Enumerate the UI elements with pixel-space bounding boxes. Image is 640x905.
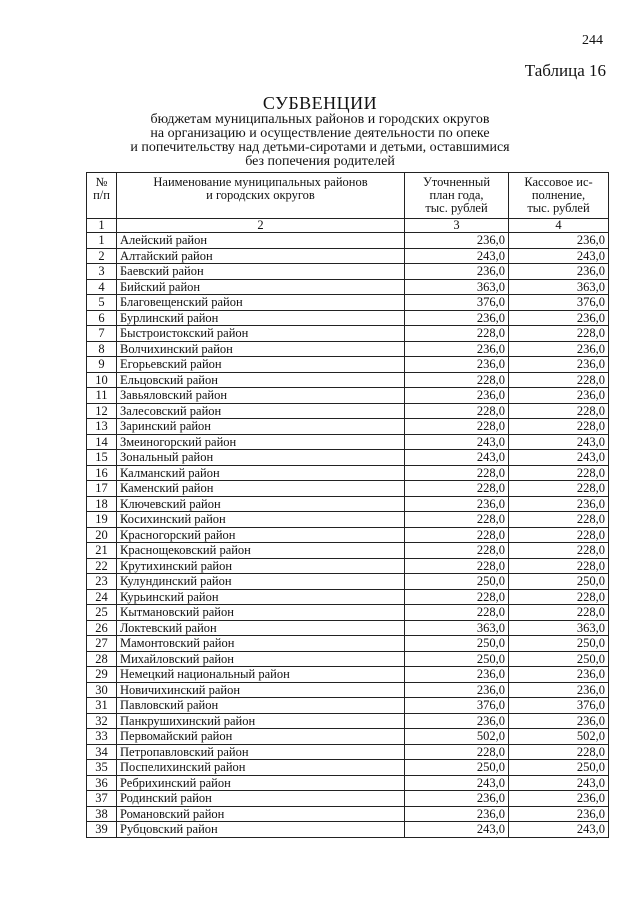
district-name: Кытмановский район (117, 605, 405, 621)
plan-value: 228,0 (405, 326, 509, 342)
cash-value: 243,0 (509, 450, 609, 466)
row-number: 23 (87, 574, 117, 590)
row-number: 35 (87, 760, 117, 776)
row-number: 2 (87, 248, 117, 264)
district-name: Мамонтовский район (117, 636, 405, 652)
row-number: 37 (87, 791, 117, 807)
row-number: 27 (87, 636, 117, 652)
row-number: 13 (87, 419, 117, 435)
plan-value: 250,0 (405, 636, 509, 652)
plan-value: 228,0 (405, 372, 509, 388)
document-title: СУБВЕНЦИИ (262, 93, 378, 113)
district-name: Ельцовский район (117, 372, 405, 388)
plan-value: 228,0 (405, 558, 509, 574)
district-name: Бийский район (117, 279, 405, 295)
table-row (87, 310, 609, 326)
district-name: Краснощековский район (117, 543, 405, 559)
table-row (87, 667, 609, 683)
row-number: 38 (87, 806, 117, 822)
plan-value: 243,0 (405, 248, 509, 264)
table-row (87, 620, 609, 636)
table-row (87, 574, 609, 590)
district-name: Петропавловский район (117, 744, 405, 760)
document-subtitle (80, 113, 560, 169)
cash-value: 228,0 (509, 543, 609, 559)
row-number: 34 (87, 744, 117, 760)
table-row (87, 543, 609, 559)
plan-value: 236,0 (405, 682, 509, 698)
plan-value: 236,0 (405, 713, 509, 729)
table-row (87, 775, 609, 791)
district-name: Михайловский район (117, 651, 405, 667)
header-row (87, 173, 609, 219)
header-cash: Кассовое ис- полнение, тыс. рублей (509, 173, 609, 219)
cash-value: 236,0 (509, 496, 609, 512)
district-name: Быстроистокский район (117, 326, 405, 342)
cash-value: 243,0 (509, 434, 609, 450)
cash-value: 228,0 (509, 481, 609, 497)
plan-value: 243,0 (405, 822, 509, 838)
cash-value: 243,0 (509, 775, 609, 791)
column-index: 4 (509, 219, 609, 233)
table-row (87, 713, 609, 729)
cash-value: 228,0 (509, 589, 609, 605)
table-label: Таблица 16 (524, 61, 606, 80)
table-row (87, 791, 609, 807)
plan-value: 243,0 (405, 434, 509, 450)
table-row (87, 682, 609, 698)
district-name: Егорьевский район (117, 357, 405, 373)
table-row (87, 636, 609, 652)
subtitle-line: на организацию и осуществление деятельности по опеке (150, 126, 490, 141)
row-number: 6 (87, 310, 117, 326)
district-name: Калманский район (117, 465, 405, 481)
row-number: 30 (87, 682, 117, 698)
cash-value: 228,0 (509, 372, 609, 388)
district-name: Волчихинский район (117, 341, 405, 357)
cash-value: 250,0 (509, 651, 609, 667)
plan-value: 250,0 (405, 651, 509, 667)
row-number: 16 (87, 465, 117, 481)
district-name: Крутихинский район (117, 558, 405, 574)
table-row (87, 822, 609, 838)
cash-value: 228,0 (509, 527, 609, 543)
row-number: 11 (87, 388, 117, 404)
cash-value: 228,0 (509, 512, 609, 528)
row-number: 32 (87, 713, 117, 729)
plan-value: 228,0 (405, 419, 509, 435)
table-row (87, 295, 609, 311)
page-number: 244 (582, 33, 603, 48)
plan-value: 236,0 (405, 388, 509, 404)
district-name: Заринский район (117, 419, 405, 435)
row-number: 20 (87, 527, 117, 543)
table-row (87, 434, 609, 450)
cash-value: 228,0 (509, 605, 609, 621)
cash-value: 250,0 (509, 636, 609, 652)
cash-value: 228,0 (509, 403, 609, 419)
district-name: Баевский район (117, 264, 405, 280)
table-row (87, 605, 609, 621)
row-number: 7 (87, 326, 117, 342)
cash-value: 236,0 (509, 791, 609, 807)
plan-value: 363,0 (405, 279, 509, 295)
table-row (87, 264, 609, 280)
plan-value: 228,0 (405, 744, 509, 760)
district-name: Завьяловский район (117, 388, 405, 404)
header-plan: Уточненный план года, тыс. рублей (405, 173, 509, 219)
column-index: 2 (117, 219, 405, 233)
plan-value: 236,0 (405, 264, 509, 280)
cash-value: 236,0 (509, 341, 609, 357)
cash-value: 236,0 (509, 357, 609, 373)
row-number: 9 (87, 357, 117, 373)
plan-value: 250,0 (405, 574, 509, 590)
cash-value: 236,0 (509, 713, 609, 729)
plan-value: 376,0 (405, 295, 509, 311)
column-index: 3 (405, 219, 509, 233)
plan-value: 228,0 (405, 589, 509, 605)
district-name: Первомайский район (117, 729, 405, 745)
district-name: Красногорский район (117, 527, 405, 543)
table-row (87, 481, 609, 497)
plan-value: 376,0 (405, 698, 509, 714)
plan-value: 236,0 (405, 791, 509, 807)
district-name: Павловский район (117, 698, 405, 714)
row-number: 8 (87, 341, 117, 357)
plan-value: 228,0 (405, 605, 509, 621)
cash-value: 250,0 (509, 574, 609, 590)
district-name: Залесовский район (117, 403, 405, 419)
table-row (87, 651, 609, 667)
row-number: 18 (87, 496, 117, 512)
cash-value: 236,0 (509, 233, 609, 249)
table-row (87, 527, 609, 543)
plan-value: 228,0 (405, 527, 509, 543)
district-name: Рубцовский район (117, 822, 405, 838)
cash-value: 228,0 (509, 558, 609, 574)
plan-value: 236,0 (405, 667, 509, 683)
header-num: № п/п (87, 173, 117, 219)
district-name: Ребрихинский район (117, 775, 405, 791)
table-row (87, 388, 609, 404)
cash-value: 376,0 (509, 698, 609, 714)
table-row (87, 419, 609, 435)
district-name: Поспелихинский район (117, 760, 405, 776)
table-row (87, 403, 609, 419)
row-number: 19 (87, 512, 117, 528)
row-number: 26 (87, 620, 117, 636)
district-name: Каменский район (117, 481, 405, 497)
row-number: 29 (87, 667, 117, 683)
table-row (87, 279, 609, 295)
table-row (87, 589, 609, 605)
row-number: 12 (87, 403, 117, 419)
district-name: Зональный район (117, 450, 405, 466)
plan-value: 243,0 (405, 775, 509, 791)
district-name: Новичихинский район (117, 682, 405, 698)
table-row (87, 729, 609, 745)
cash-value: 236,0 (509, 310, 609, 326)
cash-value: 363,0 (509, 279, 609, 295)
row-number: 4 (87, 279, 117, 295)
table-row (87, 450, 609, 466)
row-number: 25 (87, 605, 117, 621)
cash-value: 363,0 (509, 620, 609, 636)
row-number: 17 (87, 481, 117, 497)
cash-value: 228,0 (509, 419, 609, 435)
plan-value: 228,0 (405, 543, 509, 559)
district-name: Курьинский район (117, 589, 405, 605)
table-row (87, 806, 609, 822)
row-number: 28 (87, 651, 117, 667)
row-number: 5 (87, 295, 117, 311)
district-name: Панкрушихинский район (117, 713, 405, 729)
district-name: Романовский район (117, 806, 405, 822)
row-number: 21 (87, 543, 117, 559)
plan-value: 236,0 (405, 310, 509, 326)
district-name: Алтайский район (117, 248, 405, 264)
row-number: 22 (87, 558, 117, 574)
subtitle-line: без попечения родителей (245, 154, 395, 169)
table-row (87, 465, 609, 481)
row-number: 3 (87, 264, 117, 280)
row-number: 10 (87, 372, 117, 388)
row-number: 14 (87, 434, 117, 450)
table-row (87, 496, 609, 512)
table-row (87, 248, 609, 264)
cash-value: 502,0 (509, 729, 609, 745)
row-number: 31 (87, 698, 117, 714)
plan-value: 228,0 (405, 403, 509, 419)
cash-value: 236,0 (509, 682, 609, 698)
cash-value: 228,0 (509, 326, 609, 342)
row-number: 33 (87, 729, 117, 745)
district-name: Локтевский район (117, 620, 405, 636)
plan-value: 236,0 (405, 357, 509, 373)
plan-value: 228,0 (405, 465, 509, 481)
column-index-row (87, 219, 609, 233)
table-row (87, 558, 609, 574)
table-row (87, 372, 609, 388)
plan-value: 228,0 (405, 481, 509, 497)
table-row (87, 744, 609, 760)
district-name: Родинский район (117, 791, 405, 807)
plan-value: 228,0 (405, 512, 509, 528)
district-name: Бурлинский район (117, 310, 405, 326)
table-row (87, 357, 609, 373)
row-number: 15 (87, 450, 117, 466)
plan-value: 236,0 (405, 341, 509, 357)
plan-value: 243,0 (405, 450, 509, 466)
district-name: Змеиногорский район (117, 434, 405, 450)
table-row (87, 341, 609, 357)
subventions-table (86, 172, 609, 838)
cash-value: 228,0 (509, 744, 609, 760)
row-number: 1 (87, 233, 117, 249)
header-name: Наименование муниципальных районов и городских округов (117, 173, 405, 219)
cash-value: 243,0 (509, 822, 609, 838)
row-number: 24 (87, 589, 117, 605)
table-row (87, 760, 609, 776)
table-row (87, 326, 609, 342)
cash-value: 243,0 (509, 248, 609, 264)
plan-value: 502,0 (405, 729, 509, 745)
plan-value: 250,0 (405, 760, 509, 776)
subtitle-line: и попечительству над детьми-сиротами и детьми, оставшимися (130, 140, 510, 155)
cash-value: 236,0 (509, 806, 609, 822)
subtitle-line: бюджетам муниципальных районов и городских округов (150, 112, 490, 127)
cash-value: 228,0 (509, 465, 609, 481)
district-name: Благовещенский район (117, 295, 405, 311)
row-number: 39 (87, 822, 117, 838)
table-row (87, 512, 609, 528)
district-name: Алейский район (117, 233, 405, 249)
plan-value: 363,0 (405, 620, 509, 636)
district-name: Косихинский район (117, 512, 405, 528)
cash-value: 236,0 (509, 388, 609, 404)
plan-value: 236,0 (405, 806, 509, 822)
column-index: 1 (87, 219, 117, 233)
cash-value: 250,0 (509, 760, 609, 776)
table-row (87, 698, 609, 714)
plan-value: 236,0 (405, 496, 509, 512)
district-name: Немецкий национальный район (117, 667, 405, 683)
plan-value: 236,0 (405, 233, 509, 249)
table-row (87, 233, 609, 249)
row-number: 36 (87, 775, 117, 791)
district-name: Ключевский район (117, 496, 405, 512)
cash-value: 236,0 (509, 264, 609, 280)
district-name: Кулундинский район (117, 574, 405, 590)
cash-value: 236,0 (509, 667, 609, 683)
cash-value: 376,0 (509, 295, 609, 311)
